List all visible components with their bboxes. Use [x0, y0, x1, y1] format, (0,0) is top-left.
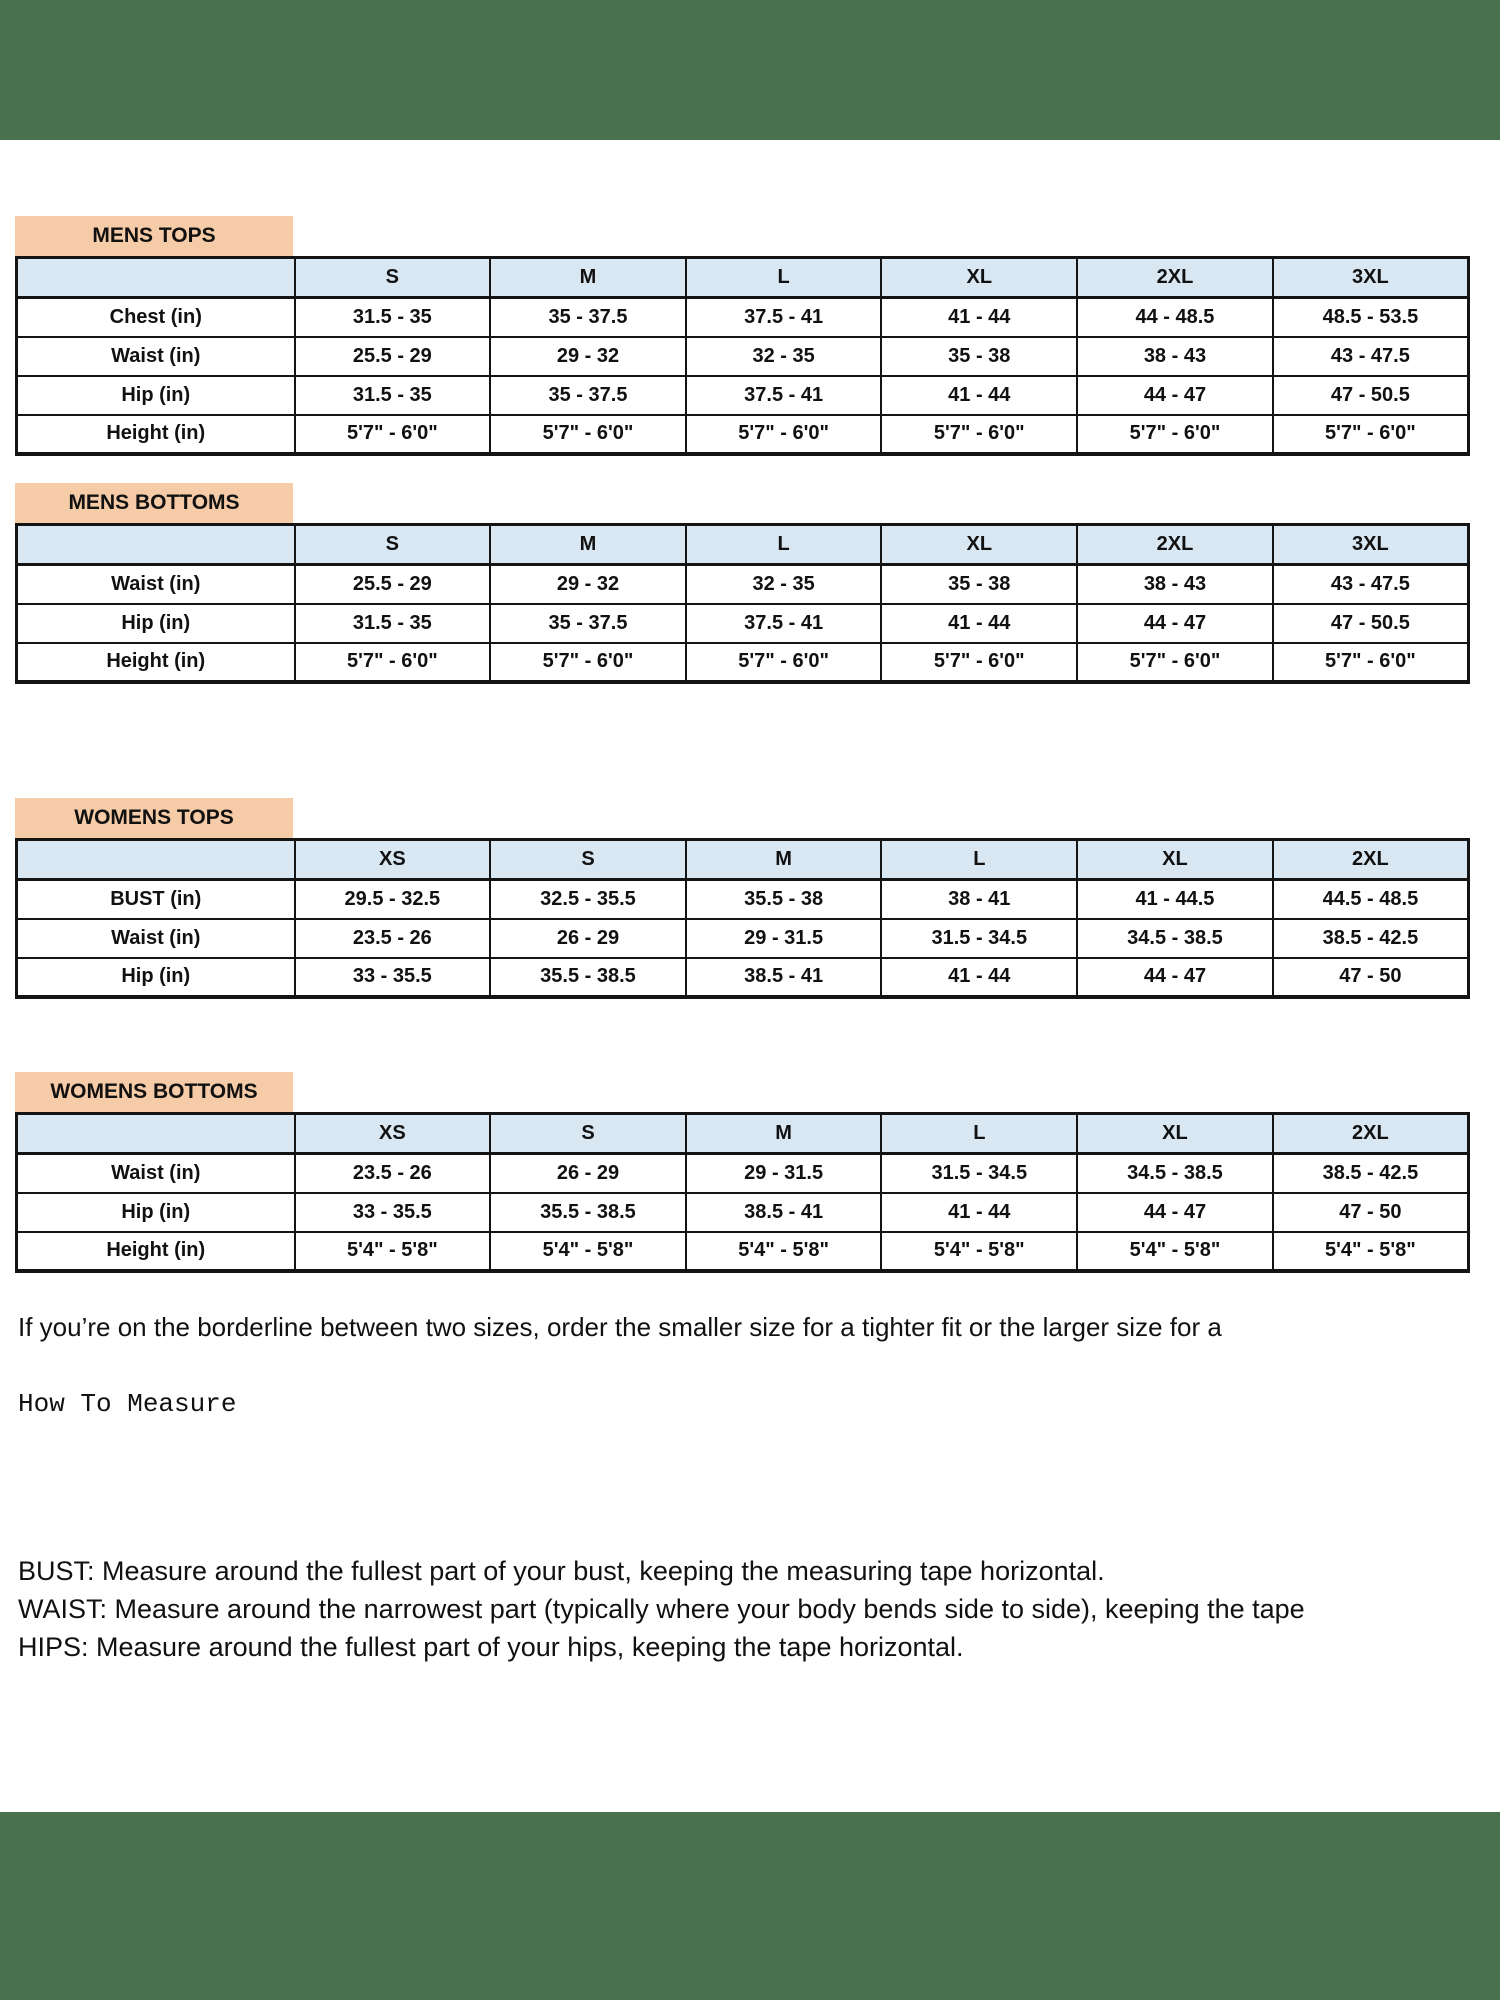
measurement-cell: 47 - 50.5: [1273, 376, 1469, 415]
measurement-cell: 38 - 43: [1077, 565, 1273, 604]
measurement-cell: 35 - 37.5: [490, 376, 686, 415]
row-label: Waist (in): [17, 1154, 295, 1193]
measurement-cell: 41 - 44: [881, 958, 1077, 997]
measurement-cell: 29 - 31.5: [686, 919, 882, 958]
measurement-cell: 26 - 29: [490, 1154, 686, 1193]
womens-bottoms-section: [15, 1072, 1470, 1273]
measurement-cell: 5'7" - 6'0": [295, 643, 491, 682]
fit-advice-text: If you’re on the borderline between two sizes, order the smaller size for a tighter fit or the larger size for a: [18, 1312, 1222, 1342]
measurement-cell: 35 - 38: [881, 565, 1077, 604]
measurement-cell: 41 - 44: [881, 1193, 1077, 1232]
measurement-cell: 5'7" - 6'0": [1273, 643, 1469, 682]
size-column-header: S: [295, 525, 491, 565]
measurement-cell: 41 - 44: [881, 376, 1077, 415]
measurement-cell: 38.5 - 41: [686, 1193, 882, 1232]
row-label: BUST (in): [17, 880, 295, 919]
waist-instruction: WAIST: Measure around the narrowest part (typically where your body bends side to side), keeping the tape: [18, 1594, 1305, 1624]
mens-tops-table: [15, 256, 1470, 456]
row-label: Hip (in): [17, 958, 295, 997]
row-label: Waist (in): [17, 919, 295, 958]
size-header-row: [17, 840, 1469, 880]
corner-cell: [17, 258, 295, 298]
measurement-cell: 38 - 43: [1077, 337, 1273, 376]
table-row: [17, 337, 1469, 376]
row-label: Height (in): [17, 1232, 295, 1271]
measurement-cell: 5'7" - 6'0": [1273, 415, 1469, 454]
size-column-header: 2XL: [1077, 525, 1273, 565]
measurement-cell: 44 - 47: [1077, 376, 1273, 415]
measurement-cell: 34.5 - 38.5: [1077, 1154, 1273, 1193]
measurement-cell: 31.5 - 34.5: [881, 1154, 1077, 1193]
measurement-cell: 35 - 37.5: [490, 604, 686, 643]
size-header-row: [17, 258, 1469, 298]
table-row: [17, 1193, 1469, 1232]
size-column-header: XS: [295, 840, 491, 880]
measurement-cell: 5'7" - 6'0": [686, 415, 882, 454]
measurement-cell: 38.5 - 41: [686, 958, 882, 997]
measurement-cell: 5'4" - 5'8": [881, 1232, 1077, 1271]
mens-tops-title: MENS TOPS: [15, 216, 293, 256]
size-column-header: XL: [881, 258, 1077, 298]
measurement-cell: 31.5 - 35: [295, 376, 491, 415]
measurement-cell: 5'4" - 5'8": [490, 1232, 686, 1271]
size-column-header: 2XL: [1077, 258, 1273, 298]
measurement-cell: 41 - 44.5: [1077, 880, 1273, 919]
table-row: [17, 604, 1469, 643]
measurement-cell: 5'4" - 5'8": [1273, 1232, 1469, 1271]
table-row: [17, 565, 1469, 604]
measurement-cell: 41 - 44: [881, 298, 1077, 337]
size-column-header: M: [490, 525, 686, 565]
measurement-cell: 48.5 - 53.5: [1273, 298, 1469, 337]
measurement-cell: 25.5 - 29: [295, 337, 491, 376]
table-row: [17, 880, 1469, 919]
size-column-header: L: [686, 525, 882, 565]
how-to-measure-heading: How To Measure: [18, 1389, 237, 1419]
measurement-cell: 35 - 38: [881, 337, 1077, 376]
measurement-cell: 35.5 - 38.5: [490, 958, 686, 997]
measurement-cell: 44 - 47: [1077, 958, 1273, 997]
measurement-cell: 5'7" - 6'0": [881, 415, 1077, 454]
size-column-header: M: [490, 258, 686, 298]
row-label: Height (in): [17, 415, 295, 454]
measurement-cell: 38 - 41: [881, 880, 1077, 919]
measurement-cell: 5'4" - 5'8": [686, 1232, 882, 1271]
measurement-cell: 38.5 - 42.5: [1273, 919, 1469, 958]
top-green-band: [0, 0, 1500, 140]
womens-bottoms-title: WOMENS BOTTOMS: [15, 1072, 293, 1112]
measurement-cell: 44 - 48.5: [1077, 298, 1273, 337]
womens-tops-table: [15, 838, 1470, 999]
row-label: Waist (in): [17, 337, 295, 376]
size-column-header: XL: [1077, 1114, 1273, 1154]
measurement-cell: 31.5 - 35: [295, 298, 491, 337]
table-row: [17, 643, 1469, 682]
table-row: [17, 298, 1469, 337]
measurement-cell: 5'7" - 6'0": [881, 643, 1077, 682]
size-column-header: M: [686, 840, 882, 880]
measurement-cell: 34.5 - 38.5: [1077, 919, 1273, 958]
size-column-header: XL: [1077, 840, 1273, 880]
measurement-cell: 47 - 50: [1273, 958, 1469, 997]
size-column-header: 2XL: [1273, 840, 1469, 880]
mens-bottoms-table: [15, 523, 1470, 684]
size-column-header: XL: [881, 525, 1077, 565]
measurement-cell: 44 - 47: [1077, 604, 1273, 643]
size-column-header: 3XL: [1273, 258, 1469, 298]
table-row: [17, 1154, 1469, 1193]
hips-instruction: HIPS: Measure around the fullest part of your hips, keeping the tape horizontal.: [18, 1632, 964, 1662]
row-label: Hip (in): [17, 1193, 295, 1232]
measurement-cell: 35.5 - 38: [686, 880, 882, 919]
womens-bottoms-table: [15, 1112, 1470, 1273]
size-column-header: XS: [295, 1114, 491, 1154]
measurement-cell: 35 - 37.5: [490, 298, 686, 337]
womens-tops-section: [15, 798, 1470, 999]
row-label: Chest (in): [17, 298, 295, 337]
measurement-cell: 32 - 35: [686, 565, 882, 604]
measurement-cell: 31.5 - 34.5: [881, 919, 1077, 958]
size-column-header: 2XL: [1273, 1114, 1469, 1154]
size-column-header: L: [686, 258, 882, 298]
measurement-cell: 33 - 35.5: [295, 958, 491, 997]
womens-tops-title: WOMENS TOPS: [15, 798, 293, 838]
measure-instructions: [18, 1552, 1305, 1666]
measurement-cell: 26 - 29: [490, 919, 686, 958]
corner-cell: [17, 840, 295, 880]
bust-instruction: BUST: Measure around the fullest part of your bust, keeping the measuring tape horizontal.: [18, 1556, 1105, 1586]
measurement-cell: 47 - 50.5: [1273, 604, 1469, 643]
measurement-cell: 37.5 - 41: [686, 376, 882, 415]
measurement-cell: 29 - 32: [490, 565, 686, 604]
size-column-header: S: [490, 1114, 686, 1154]
table-row: [17, 958, 1469, 997]
measurement-cell: 37.5 - 41: [686, 298, 882, 337]
measurement-cell: 32.5 - 35.5: [490, 880, 686, 919]
measurement-cell: 44 - 47: [1077, 1193, 1273, 1232]
measurement-cell: 5'7" - 6'0": [1077, 643, 1273, 682]
mens-tops-section: [15, 216, 1470, 456]
measurement-cell: 23.5 - 26: [295, 1154, 491, 1193]
table-row: [17, 1232, 1469, 1271]
measurement-cell: 5'4" - 5'8": [295, 1232, 491, 1271]
size-column-header: L: [881, 840, 1077, 880]
size-header-row: [17, 1114, 1469, 1154]
measurement-cell: 47 - 50: [1273, 1193, 1469, 1232]
measurement-cell: 35.5 - 38.5: [490, 1193, 686, 1232]
measurement-cell: 31.5 - 35: [295, 604, 491, 643]
row-label: Height (in): [17, 643, 295, 682]
measurement-cell: 25.5 - 29: [295, 565, 491, 604]
table-row: [17, 919, 1469, 958]
mens-bottoms-title: MENS BOTTOMS: [15, 483, 293, 523]
measurement-cell: 5'7" - 6'0": [295, 415, 491, 454]
measurement-cell: 29 - 32: [490, 337, 686, 376]
measurement-cell: 5'4" - 5'8": [1077, 1232, 1273, 1271]
measurement-cell: 44.5 - 48.5: [1273, 880, 1469, 919]
measurement-cell: 5'7" - 6'0": [1077, 415, 1273, 454]
measurement-cell: 29 - 31.5: [686, 1154, 882, 1193]
measurement-cell: 5'7" - 6'0": [490, 643, 686, 682]
corner-cell: [17, 1114, 295, 1154]
measurement-cell: 33 - 35.5: [295, 1193, 491, 1232]
size-column-header: S: [295, 258, 491, 298]
mens-bottoms-section: [15, 483, 1470, 684]
measurement-cell: 29.5 - 32.5: [295, 880, 491, 919]
table-row: [17, 376, 1469, 415]
measurement-cell: 38.5 - 42.5: [1273, 1154, 1469, 1193]
row-label: Hip (in): [17, 376, 295, 415]
measurement-cell: 37.5 - 41: [686, 604, 882, 643]
size-column-header: 3XL: [1273, 525, 1469, 565]
row-label: Waist (in): [17, 565, 295, 604]
corner-cell: [17, 525, 295, 565]
measurement-cell: 5'7" - 6'0": [686, 643, 882, 682]
measurement-cell: 5'7" - 6'0": [490, 415, 686, 454]
measurement-cell: 41 - 44: [881, 604, 1077, 643]
size-column-header: M: [686, 1114, 882, 1154]
row-label: Hip (in): [17, 604, 295, 643]
measurement-cell: 43 - 47.5: [1273, 337, 1469, 376]
size-header-row: [17, 525, 1469, 565]
measurement-cell: 23.5 - 26: [295, 919, 491, 958]
measurement-cell: 43 - 47.5: [1273, 565, 1469, 604]
measurement-cell: 32 - 35: [686, 337, 882, 376]
bottom-green-band: [0, 1812, 1500, 2000]
size-column-header: S: [490, 840, 686, 880]
table-row: [17, 415, 1469, 454]
size-column-header: L: [881, 1114, 1077, 1154]
